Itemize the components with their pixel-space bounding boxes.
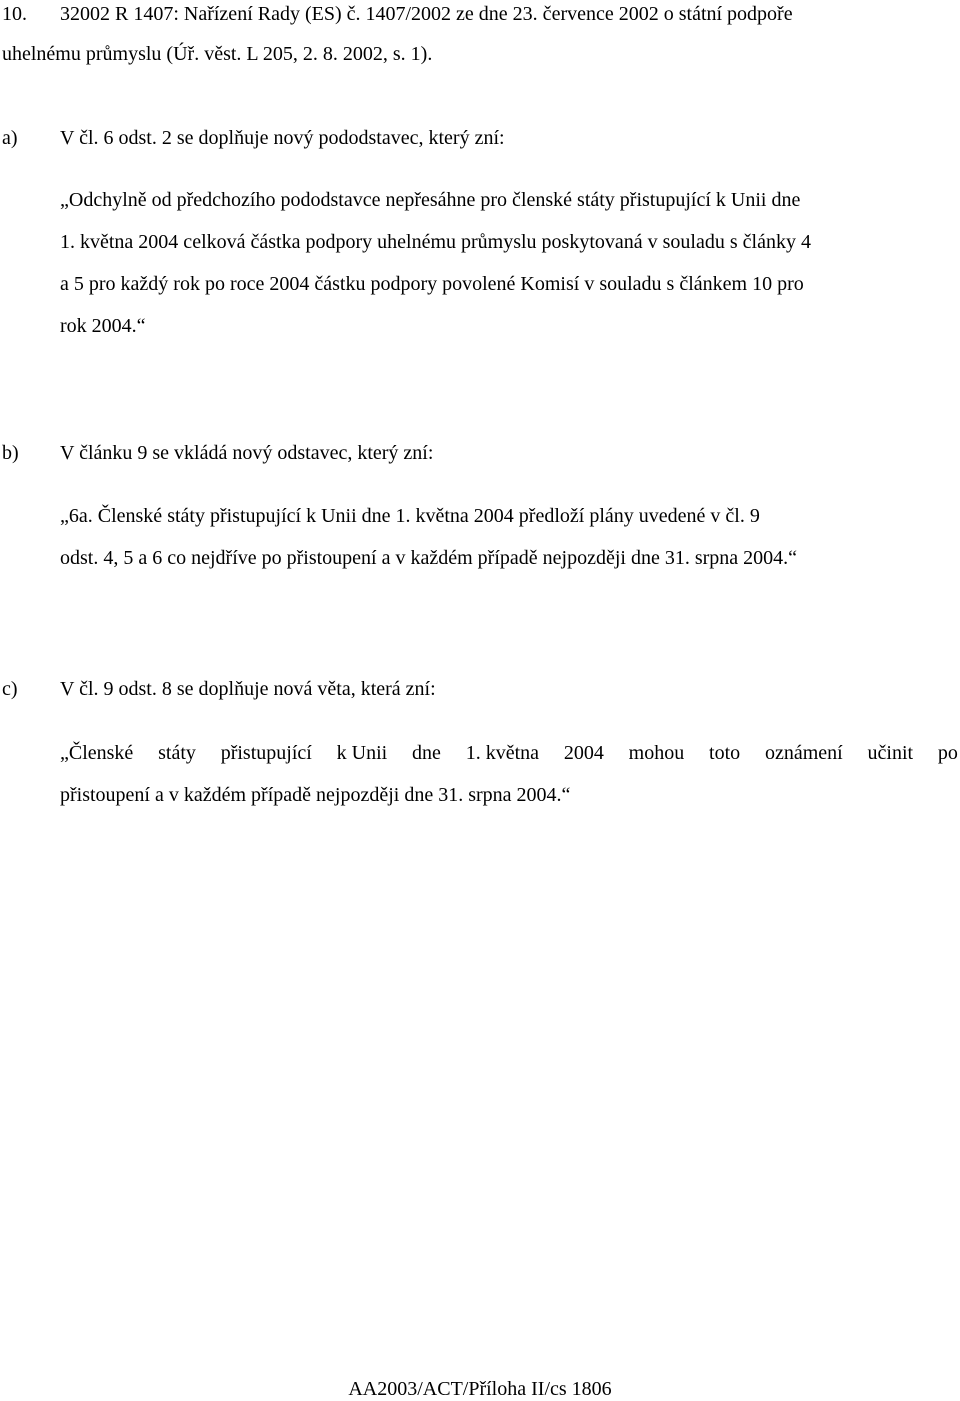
item-c-marker: c): [2, 678, 18, 700]
quote-word: toto: [709, 742, 741, 764]
quote-word: státy: [158, 742, 196, 764]
item-b-quote-line: odst. 4, 5 a 6 co nejdříve po přistoupení a v každém případě nejpozději dne 31. srpna 2004.“: [60, 547, 798, 569]
quote-word: učinit: [867, 742, 914, 764]
heading-line-2: uhelnému průmyslu (Úř. věst. L 205, 2. 8. 2002, s. 1).: [2, 43, 433, 65]
item-c-quote-line: přistoupení a v každém případě nejpozději dne 31. srpna 2004.“: [60, 784, 571, 806]
quote-word: po: [937, 742, 958, 764]
item-c-instruction: V čl. 9 odst. 8 se doplňuje nová věta, která zní:: [60, 678, 436, 700]
item-b-quote-line: „6a. Členské státy přistupující k Unii dne 1. května 2004 předloží plány uvedené v čl. 9: [60, 505, 760, 527]
item-a-marker: a): [2, 127, 18, 149]
item-c-quote-line-justified: [60, 741, 958, 765]
heading-line-1: 32002 R 1407: Nařízení Rady (ES) č. 1407/2002 ze dne 23. července 2002 o státní podpoře: [60, 3, 793, 25]
quote-word: 1. května: [465, 742, 540, 764]
item-b-instruction: V článku 9 se vkládá nový odstavec, který zní:: [60, 442, 434, 464]
item-b-marker: b): [2, 442, 19, 464]
item-a-quote-line: rok 2004.“: [60, 315, 146, 337]
item-a-instruction: V čl. 6 odst. 2 se doplňuje nový pododstavec, který zní:: [60, 127, 505, 149]
quote-word: mohou: [628, 742, 685, 764]
quote-word: „Členské: [60, 742, 134, 764]
item-a-quote-line: a 5 pro každý rok po roce 2004 částku podpory povolené Komisí v souladu s článkem 10 pro: [60, 273, 804, 295]
heading-number: 10.: [2, 3, 27, 25]
footer-reference: AA2003/ACT/Příloha II/cs 1806: [348, 1378, 612, 1400]
quote-word: přistupující: [220, 742, 312, 764]
quote-word: 2004: [563, 742, 604, 764]
quote-word: dne: [412, 742, 441, 764]
quote-word: oznámení: [764, 742, 843, 764]
item-a-quote-line: „Odchylně od předchozího pododstavce nepřesáhne pro členské státy přistupující k Unii dne: [60, 189, 801, 211]
quote-word: k Unii: [336, 742, 388, 764]
item-a-quote-line: 1. května 2004 celková částka podpory uhelnému průmyslu poskytovaná v souladu s články 4: [60, 231, 811, 253]
